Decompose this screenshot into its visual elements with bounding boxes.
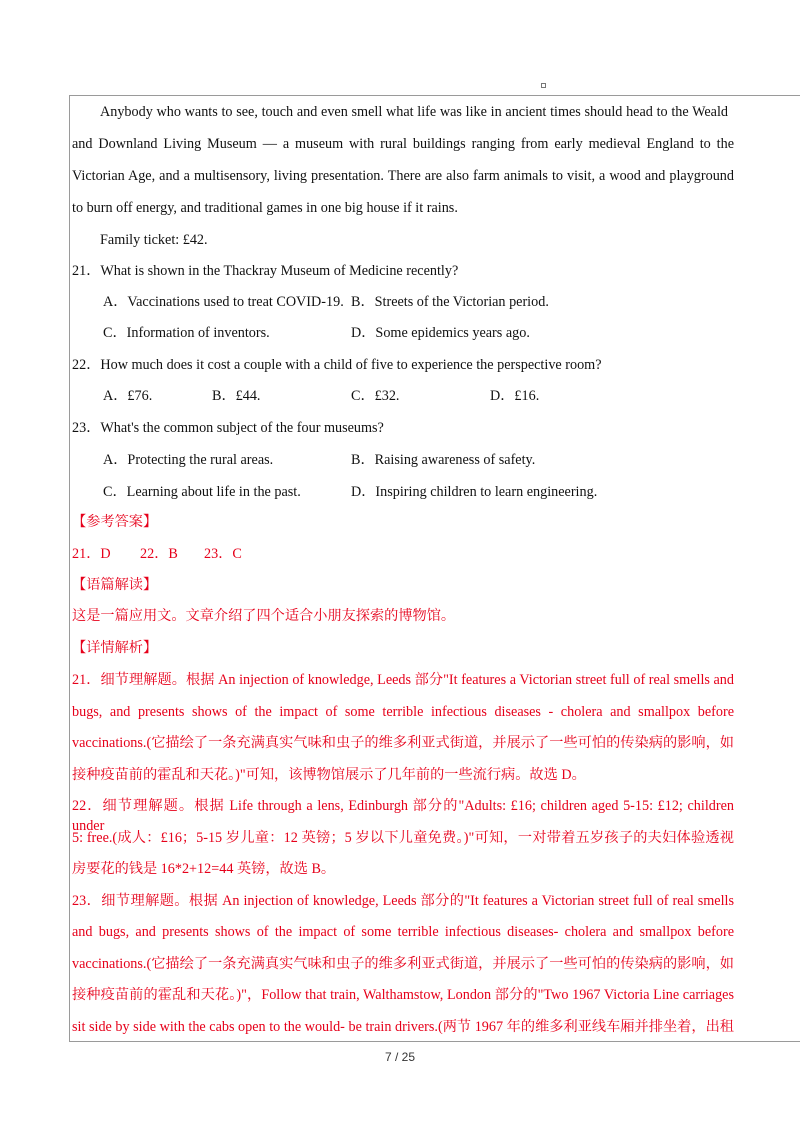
analysis-heading: 【详情解析】 (72, 640, 158, 656)
ticket-price: Family ticket: £42. (100, 232, 208, 248)
analysis-line: 接种疫苗前的霍乱和天花。)"，Follow that train, Walthamstow, London 部分的"Two 1967 Victoria Line carriages (72, 987, 734, 1003)
option-d[interactable]: D．Some epidemics years ago. (351, 325, 530, 341)
page-number: 7 / 25 (384, 1050, 416, 1064)
option-b[interactable]: B．£44. (212, 388, 261, 404)
option-c[interactable]: C．Learning about life in the past. (103, 484, 301, 500)
option-a[interactable]: A．£76. (103, 388, 153, 404)
analysis-line: vaccinations.(它描绘了一条充满真实气味和虫子的维多利亚式街道，并展示了一些可怕的传染病的影响，如 (72, 735, 734, 751)
option-a[interactable]: A．Vaccinations used to treat COVID-19. (103, 294, 344, 310)
option-d[interactable]: D．Inspiring children to learn engineering. (351, 484, 598, 500)
analysis-line: 接种疫苗前的霍乱和天花。)"可知，该博物馆展示了几年前的一些流行病。故选 D。 (72, 767, 586, 783)
reading-text: 这是一篇应用文。文章介绍了四个适合小朋友探索的博物馆。 (72, 608, 456, 624)
option-c[interactable]: C．Information of inventors. (103, 325, 270, 341)
option-b[interactable]: B．Raising awareness of safety. (351, 452, 536, 468)
answer-item: 22．B (140, 546, 178, 562)
analysis-line: 21．细节理解题。根据 An injection of knowledge, Leeds 部分"It features a Victorian street full of real smells and (72, 672, 734, 688)
passage-line: and Downland Living Museum — a museum with rural buildings ranging from early medieval England to the (72, 136, 734, 152)
option-c[interactable]: C．£32. (351, 388, 400, 404)
analysis-line: sit side by side with the cabs open to the would- be train drivers.(两节 1967 年的维多利亚线车厢并排坐着，出租 (72, 1019, 734, 1035)
passage-line: to burn off energy, and traditional games in one big house if it rains. (72, 200, 458, 216)
analysis-line: 房要花的钱是 16*2+12=44 英镑，故选 B。 (72, 861, 336, 877)
analysis-line: vaccinations.(它描绘了一条充满真实气味和虫子的维多利亚式街道，并展示了一些可怕的传染病的影响，如 (72, 956, 734, 972)
question-stem: 22．How much does it cost a couple with a child of five to experience the perspective room? (72, 357, 602, 373)
passage-line: Victorian Age, and a multisensory, living presentation. There are also farm animals to visit, a wood and playground (72, 168, 734, 184)
question-stem: 21．What is shown in the Thackray Museum of Medicine recently? (72, 263, 459, 279)
answer-item: 21．D (72, 546, 111, 562)
reading-heading: 【语篇解读】 (72, 577, 158, 593)
option-a[interactable]: A．Protecting the rural areas. (103, 452, 274, 468)
answer-heading: 【参考答案】 (72, 514, 158, 530)
page-corner-mark (541, 83, 546, 88)
answer-item: 23．C (204, 546, 242, 562)
analysis-line: 23．细节理解题。根据 An injection of knowledge, Leeds 部分的"It features a Victorian street full of real smells (72, 893, 734, 909)
analysis-line: and bugs, and presents shows of the impact of some terrible infectious diseases- cholera and smallpox before (72, 924, 734, 940)
option-b[interactable]: B．Streets of the Victorian period. (351, 294, 549, 310)
analysis-line: 22．细节理解题。根据 Life through a lens, Edinburgh 部分的"Adults: £16; children aged 5-15: £12; children under (72, 798, 734, 834)
passage-line: Anybody who wants to see, touch and even smell what life was like in ancient times should head to the Weald (100, 104, 728, 120)
question-stem: 23．What's the common subject of the four museums? (72, 420, 384, 436)
option-d[interactable]: D．£16. (490, 388, 540, 404)
analysis-line: 5: free.(成人：£16；5-15 岁儿童：12 英镑；5 岁以下儿童免费。)"可知，一对带着五岁孩子的夫妇体验透视 (72, 830, 734, 846)
analysis-line: bugs, and presents shows of the impact of some terrible infectious diseases - cholera and smallpox before (72, 704, 734, 720)
